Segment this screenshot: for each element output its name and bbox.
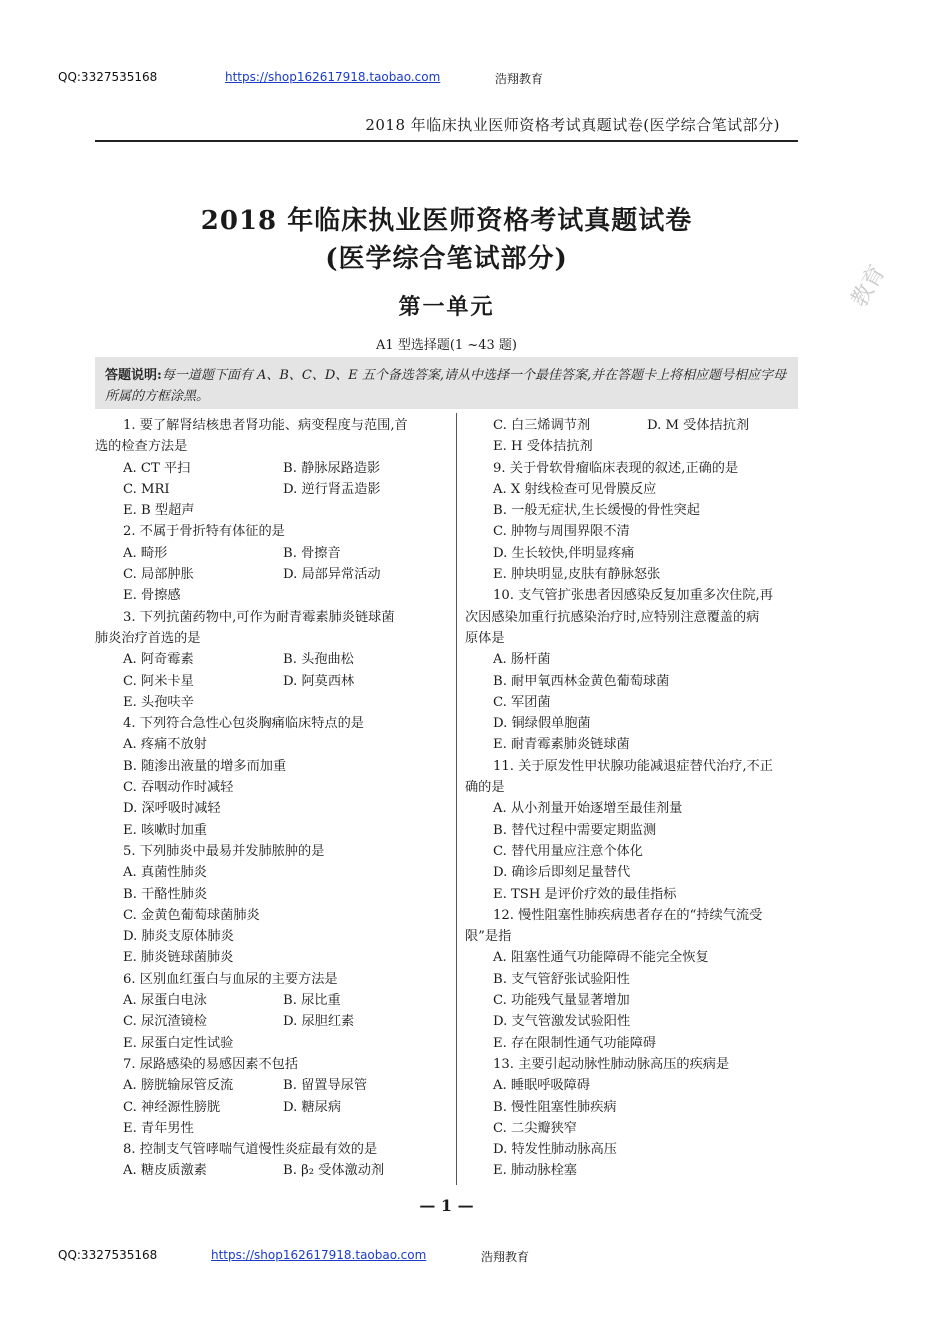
answer-option: C. 二尖瓣狭窄	[493, 1120, 577, 1136]
answer-option-row	[95, 990, 445, 1011]
answer-option: B. 静脉尿路造影	[283, 460, 381, 476]
answer-option: E. 存在限制性通气功能障碍	[493, 1035, 657, 1051]
question-stem: 1. 要了解肾结核患者肾功能、病变程度与范围,首	[123, 418, 408, 433]
answer-option: C. 吞咽动作时减轻	[123, 780, 234, 796]
answer-option-row	[95, 1160, 445, 1181]
question-stem: 13. 主要引起动脉性肺动脉高压的疾病是	[493, 1056, 730, 1072]
answer-option-row	[95, 458, 445, 479]
answer-option: C. 白三烯调节剂	[493, 418, 591, 433]
question-stem: 7. 尿路感染的易感因素不包括	[123, 1056, 299, 1072]
running-title: 2018 年临床执业医师资格考试真题试卷(医学综合笔试部分)	[365, 116, 780, 134]
answer-option: E. 肺炎链球菌肺炎	[123, 950, 234, 966]
answer-option-row	[95, 1011, 445, 1032]
column-divider	[456, 413, 457, 1185]
answer-option: A. 尿蛋白电泳	[123, 993, 207, 1009]
page-subtitle: (医学综合笔试部分)	[325, 244, 568, 274]
unit-heading: 第一单元	[398, 294, 495, 320]
answer-option: D. 特发性肺动脉高压	[493, 1142, 617, 1158]
section-heading: A1 型选择题(1 ~43 题)	[376, 338, 517, 353]
answer-option: C. 军团菌	[493, 694, 551, 710]
answer-option-row	[95, 564, 445, 585]
answer-option: B. 留置导尿管	[283, 1078, 368, 1094]
instructions-label: 答题说明:	[105, 368, 162, 383]
answer-option: B. 一般无症状,生长缓慢的骨性突起	[493, 503, 700, 519]
answer-option: C. 功能残气量显著增加	[493, 993, 630, 1009]
answer-option: B. 支气管舒张试验阳性	[493, 971, 630, 987]
answer-option: D. 铜绿假单胞菌	[493, 716, 591, 732]
answer-option: E. 头孢呋辛	[123, 694, 194, 710]
page-footer	[58, 1248, 658, 1264]
question-stem-continued: 确的是	[465, 780, 505, 796]
answer-option: D. 生长较快,伴明显疼痛	[493, 545, 635, 561]
answer-option-row	[465, 415, 798, 436]
footer-qq: QQ:3327535168	[58, 1248, 158, 1262]
answer-option: A. 阿奇霉素	[123, 652, 194, 668]
answer-option: A. 真菌性肺炎	[123, 865, 207, 881]
question-stem: 8. 控制支气管哮喘气道慢性炎症最有效的是	[123, 1142, 378, 1158]
answer-option: D. 尿胆红素	[283, 1014, 355, 1030]
question-stem: 12. 慢性阻塞性肺疾病患者存在的“持续气流受	[493, 907, 763, 923]
answer-option: A. 从小剂量开始逐增至最佳剂量	[493, 801, 683, 817]
watermark: 教育	[846, 261, 891, 312]
answer-option: D. 确诊后即刻足量替代	[493, 865, 631, 881]
answer-option: D. 阿莫西林	[283, 673, 355, 689]
answer-option: C. 替代用量应注意个体化	[493, 843, 643, 859]
answer-option: C. 尿沉渣镜检	[123, 1014, 207, 1030]
header-shop-link[interactable]: https://shop162617918.taobao.com	[225, 70, 441, 84]
answer-option: A. 疼痛不放射	[123, 737, 207, 753]
instructions-text: 每一道题下面有 A、B、C、D、E 五个备选答案,请从中选择一个最佳答案,并在答题卡上将相应题号相应字母所属的方框涂黑。	[105, 368, 787, 404]
question-stem-continued: 次因感染加重行抗感染治疗时,应特别注意覆盖的病	[465, 609, 760, 625]
question-stem: 9. 关于骨软骨瘤临床表现的叙述,正确的是	[493, 460, 739, 476]
answer-option: B. β₂ 受体激动剂	[283, 1163, 385, 1179]
answer-option: B. 替代过程中需要定期监测	[493, 822, 657, 838]
question-stem-continued: 选的检查方法是	[95, 439, 188, 455]
answer-option: E. B 型超声	[123, 503, 195, 519]
question-stem: 6. 区别血红蛋白与血尿的主要方法是	[123, 971, 338, 987]
answer-option: E. 青年男性	[123, 1120, 194, 1136]
answer-option: C. 肿物与周围界限不清	[493, 524, 630, 540]
answer-option-row	[95, 649, 445, 670]
page-number: — 1 —	[419, 1196, 474, 1215]
page-title: 2018 年临床执业医师资格考试真题试卷	[200, 206, 693, 236]
footer-brand: 浩翔教育	[481, 1250, 530, 1264]
answer-option: B. 干酪性肺炎	[123, 886, 208, 902]
left-column	[95, 415, 445, 1182]
question-stem: 5. 下列肺炎中最易并发肺脓肿的是	[123, 843, 325, 859]
answer-option: A. 糖皮质激素	[123, 1163, 207, 1179]
answer-option: E. 尿蛋白定性试验	[123, 1035, 234, 1051]
header-qq: QQ:3327535168	[58, 70, 158, 84]
answer-option-row	[95, 543, 445, 564]
question-stem: 4. 下列符合急性心包炎胸痛临床特点的是	[123, 716, 364, 732]
footer-shop-link[interactable]: https://shop162617918.taobao.com	[211, 1248, 427, 1262]
question-stem: 3. 下列抗菌药物中,可作为耐青霉素肺炎链球菌	[123, 609, 395, 625]
answer-option-row	[95, 1097, 445, 1118]
header-brand: 浩翔教育	[495, 72, 544, 86]
header-rule	[95, 140, 798, 142]
answer-option: C. 阿米卡星	[123, 673, 194, 689]
answer-option: E. TSH 是评价疗效的最佳指标	[493, 886, 677, 902]
answer-option-row	[95, 1075, 445, 1096]
question-stem-continued: 原体是	[465, 630, 505, 646]
question-stem-continued: 限”是指	[465, 929, 512, 945]
answer-option: E. 肿块明显,皮肤有静脉怒张	[493, 567, 661, 583]
answer-option: C. 神经源性膀胱	[123, 1099, 221, 1115]
answer-option: D. 深呼吸时减轻	[123, 801, 221, 817]
answer-option: C. 局部肿胀	[123, 567, 194, 583]
answer-option: E. 咳嗽时加重	[123, 822, 207, 838]
answer-option: E. 耐青霉素肺炎链球菌	[493, 737, 630, 753]
instructions-box	[95, 357, 798, 409]
answer-option: D. 糖尿病	[283, 1099, 342, 1115]
answer-option: A. 膀胱输尿管反流	[123, 1078, 234, 1094]
answer-option: C. 金黄色葡萄球菌肺炎	[123, 907, 260, 923]
question-stem: 10. 支气管扩张患者因感染反复加重多次住院,再	[493, 588, 773, 604]
page-header	[58, 70, 658, 86]
right-column	[465, 415, 798, 1182]
answer-option: D. 肺炎支原体肺炎	[123, 929, 234, 945]
answer-option: B. 慢性阻塞性肺疾病	[493, 1099, 617, 1115]
answer-option: A. 畸形	[123, 545, 168, 561]
answer-option: B. 头孢曲松	[283, 652, 354, 668]
answer-option: B. 尿比重	[283, 993, 341, 1009]
question-stem-continued: 肺炎治疗首选的是	[95, 630, 201, 646]
answer-option: A. X 射线检查可见骨膜反应	[493, 481, 657, 497]
answer-option-row	[95, 671, 445, 692]
answer-option: E. H 受体拮抗剂	[493, 439, 593, 455]
answer-option: E. 骨擦感	[123, 588, 181, 604]
answer-option: B. 随渗出液量的增多而加重	[123, 758, 287, 774]
question-stem: 2. 不属于骨折特有体征的是	[123, 524, 285, 540]
answer-option: D. 局部异常活动	[283, 567, 381, 583]
answer-option-row	[95, 479, 445, 500]
answer-option: B. 骨擦音	[283, 545, 341, 561]
answer-option: D. 逆行肾盂造影	[283, 481, 381, 497]
answer-option: A. CT 平扫	[123, 460, 191, 476]
answer-option: A. 睡眠呼吸障碍	[493, 1078, 591, 1094]
answer-option: A. 阻塞性通气功能障碍不能完全恢复	[493, 950, 709, 966]
answer-option: C. MRI	[123, 481, 170, 497]
answer-option: E. 肺动脉栓塞	[493, 1163, 577, 1179]
answer-option: D. 支气管激发试验阳性	[493, 1014, 631, 1030]
answer-option: D. M 受体拮抗剂	[647, 418, 750, 433]
question-stem: 11. 关于原发性甲状腺功能减退症替代治疗,不正	[493, 758, 773, 774]
answer-option: B. 耐甲氧西林金黄色葡萄球菌	[493, 673, 670, 689]
answer-option: A. 肠杆菌	[493, 652, 551, 668]
